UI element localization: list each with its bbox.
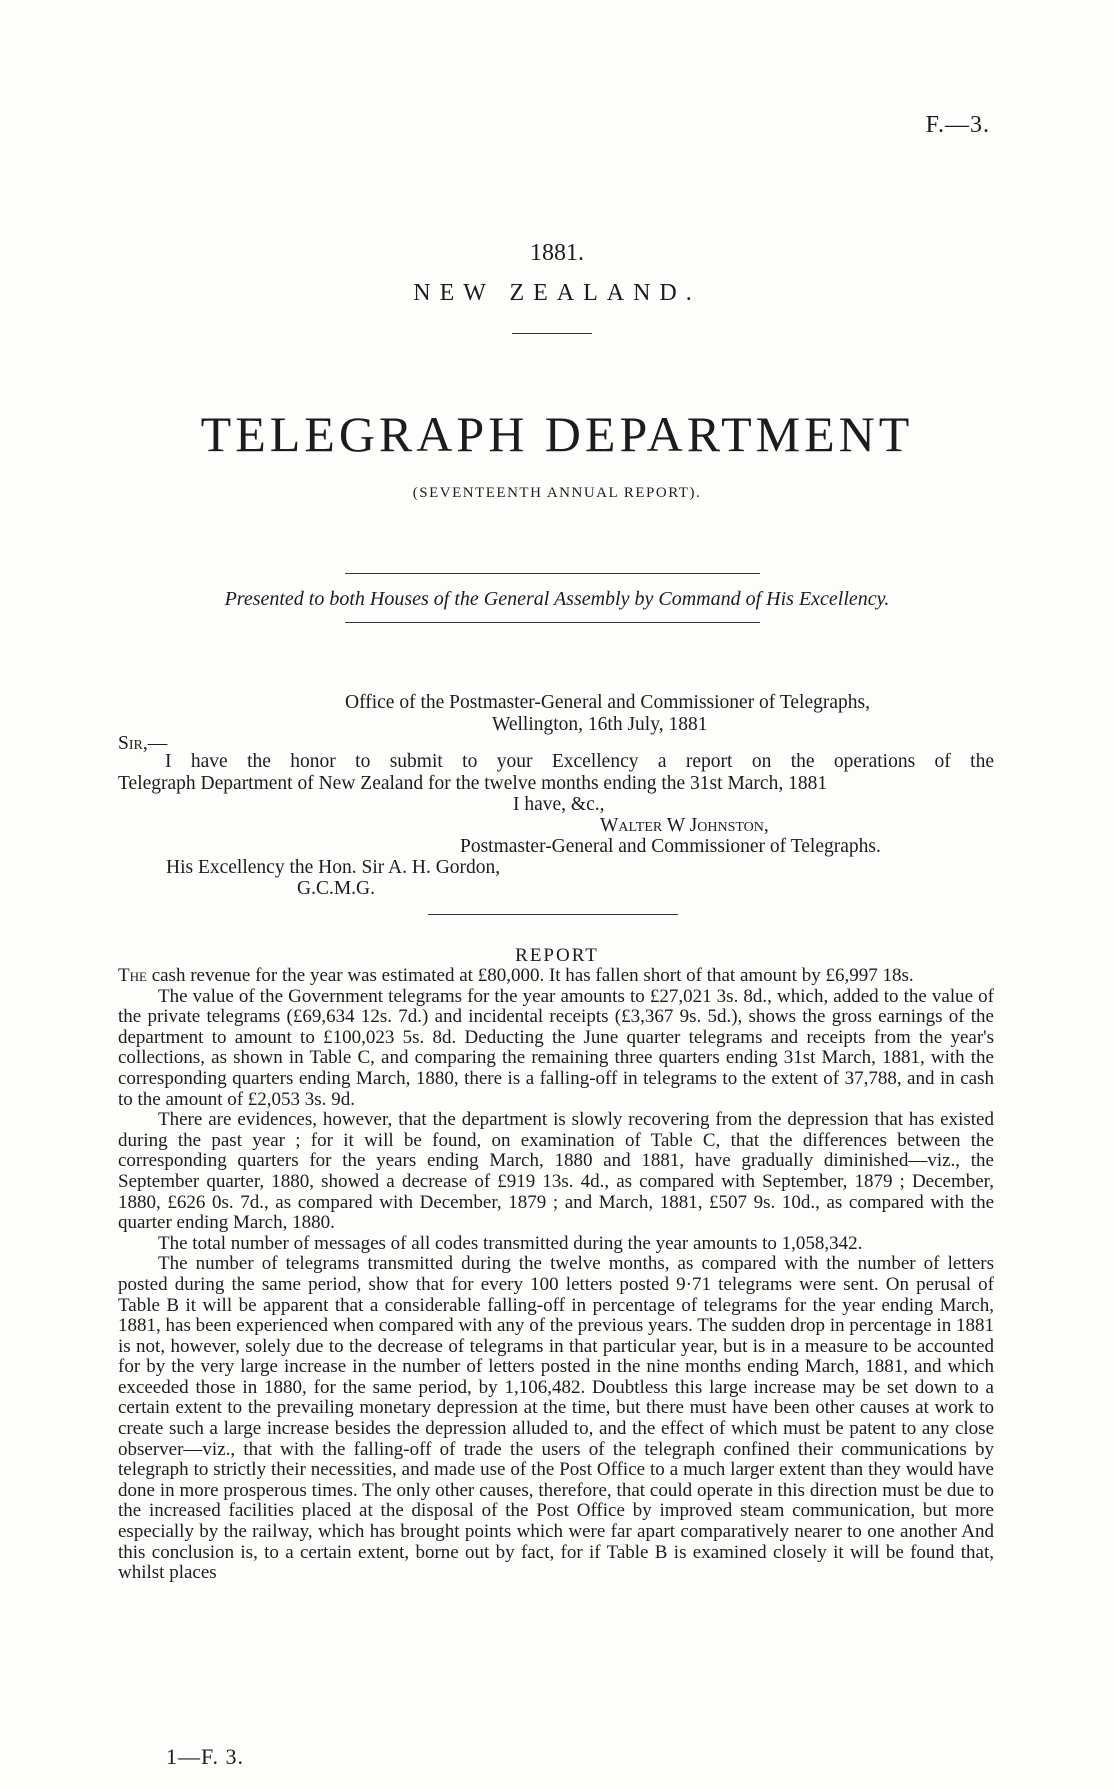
- page-footer-reference: 1—F. 3.: [166, 1744, 244, 1769]
- report-paragraph: The value of the Government telegrams for the year amounts to £27,021 3s. 8d., which, added to the value of the private telegrams (£69,634 12s. 7d.) and incidental receipts (£3,367 9s. 5d.), shows the gross earnings of the department to amount to £100,023 5s. 8d. Deducting the June quarter telegrams and receipts from the year's collections, as shown in Table C, and comparing the remaining three quarters ending 31st March, 1881, with the corresponding quarters ending March, 1880, there is a falling-off in telegrams to the extent of 37,788, and in cash to the amount of £2,053 3s. 9d.: [118, 985, 994, 1110]
- country-heading: NEW ZEALAND.: [413, 280, 701, 306]
- report-paragraph: [118, 966, 994, 987]
- report-body: [118, 966, 994, 1584]
- divider-rule: [428, 914, 678, 915]
- letter-body-line: Telegraph Department of New Zealand for the twelve months ending the 31st March, 1881: [118, 773, 828, 794]
- report-paragraph: There are evidences, however, that the department is slowly recovering from the depression that has existed during the past year ; for it will be found, on examination of Table C, that the differences between the corresponding quarters for the years ending March, 1880 and 1881, have gradually diminished—viz., the September quarter, 1880, showed a decrease of £919 13s. 4d., as compared with September, 1879 ; December, 1880, £626 0s. 7d., as compared with December, 1879 ; and March, 1881, £507 9s. 10d., as compared with the quarter ending March, 1880.: [118, 1109, 994, 1234]
- letter-signature-title: Postmaster-General and Commissioner of Telegraphs.: [460, 836, 881, 857]
- letter-office: Office of the Postmaster-General and Commissioner of Telegraphs,: [345, 692, 870, 713]
- page-subtitle: (SEVENTEENTH ANNUAL REPORT).: [412, 485, 702, 501]
- presentation-line: Presented to both Houses of the General Assembly by Command of His Excellency.: [224, 588, 890, 610]
- letter-signature: Walter W Johnston,: [600, 815, 769, 836]
- document-reference: F.—3.: [925, 112, 990, 138]
- report-heading: REPORT: [515, 945, 599, 966]
- letter-closing: I have, &c.,: [513, 794, 605, 815]
- report-first-word: The: [118, 965, 147, 986]
- letter-addressee: His Excellency the Hon. Sir A. H. Gordon,: [166, 857, 501, 878]
- divider-rule: [345, 622, 760, 623]
- divider-rule: [512, 333, 592, 334]
- report-paragraph: The number of telegrams transmitted during the twelve months, as compared with the number of letters posted during the same period, show that for every 100 letters posted 9·71 telegrams were sent. On perusal of Table B it will be apparent that a considerable falling-off in percentage of telegrams for the year ending March, 1881, has been experienced when compared with any of the previous years. The sudden drop in percentage in 1881 is not, however, solely due to the decrease of telegrams in that particular year, but is in a measure to be accounted for by the very large increase in the number of letters posted in the nine months ending March, 1881, and which exceeded those in 1880, for the same period, by 1,106,482. Doubtless this large increase may be set down to a certain extent to the prevailing monetary depression at the time, but there must have been other causes at work to create such a large increase besides the depression alluded to, and the effect of which must be patent to any close observer—viz., that with the falling-off of trade the users of the telegraph confined their communications by telegraph to strictly their necessities, and made use of the Post Office to a much larger extent than they would have done in more prosperous times. The only other causes, therefore, that could operate in this direction must be due to the increased facilities placed at the disposal of the Post Office by improved steam communication, but more especially by the railway, which has brought points which were far apart comparatively nearer to one another And this conclusion is, to a certain extent, borne out by fact, for if Table B is examined closely it will be found that, whilst places: [118, 1253, 994, 1584]
- letter-addressee-title: G.C.M.G.: [297, 878, 376, 899]
- report-paragraph: The total number of messages of all codes transmitted during the year amounts to 1,058,342.: [158, 1232, 863, 1254]
- letter-body-line: I have the honor to submit to your Excellency a report on the operations of the: [165, 751, 994, 772]
- report-paragraph-text: cash revenue for the year was estimated at £80,000. It has fallen short of that amount by £6,997 18s.: [146, 965, 914, 986]
- divider-rule: [345, 573, 760, 574]
- letter-salutation: Sir,—: [118, 733, 168, 754]
- letter-place-date: Wellington, 16th July, 1881: [492, 714, 708, 735]
- report-year: 1881.: [530, 240, 584, 266]
- page-title: TELEGRAPH DEPARTMENT: [200, 406, 914, 462]
